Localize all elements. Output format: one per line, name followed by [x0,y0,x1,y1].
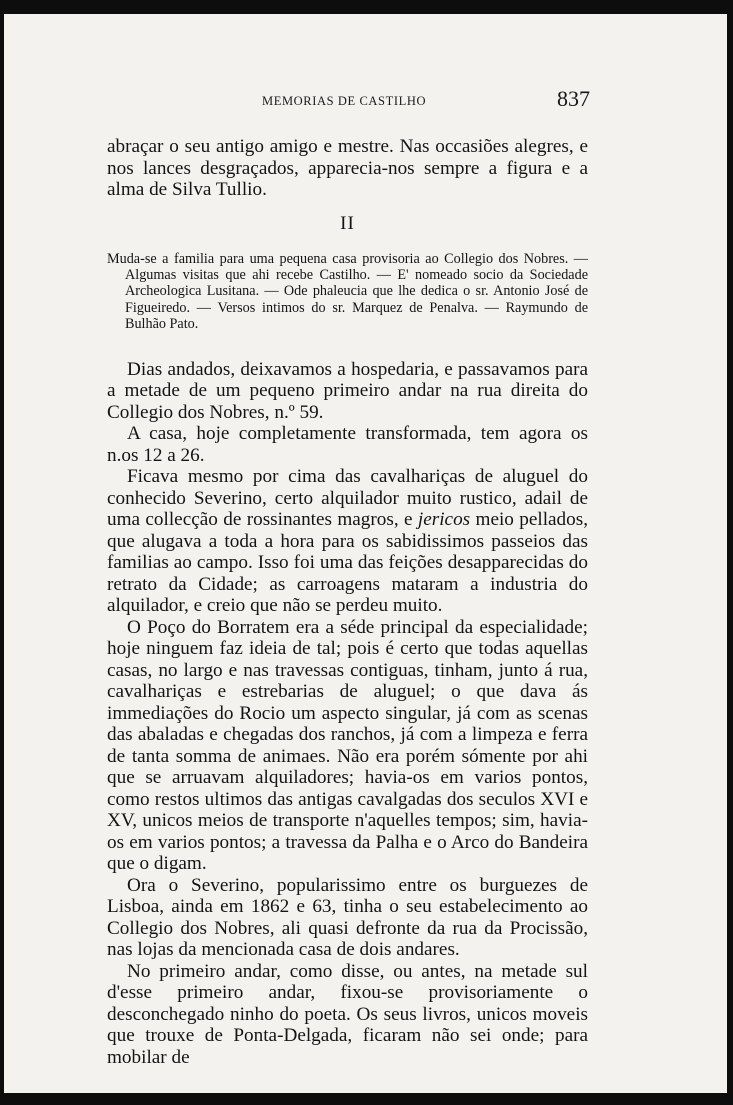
section-summary: Muda-se a familia para uma pequena casa provisoria ao Collegio dos Nobres. — Algumas visitas que ahi recebe Castilho. — E' nomeado socio da Sociedade Archeologica Lusitana. — Ode phaleucia que lhe dedica o sr. Antonio José de Figueiredo. — Versos intimos do sr. Marquez de Penalva. — Raymundo de Bulhão Pato. [107,250,588,333]
opening-paragraph: abraçar o seu antigo amigo e mestre. Nas occasiões alegres, e nos lances desgraçados, apparecia-nos sempre a figura e a alma de Silva Tullio. [107,136,588,200]
page-number: 837 [557,86,590,111]
paragraph-text: Ficava mesmo por cima das cavalhariças de aluguel do conhecido Severino, certo alquilador muito rustico, adail de uma collecção de rossinantes magros, e [107,466,588,531]
section-number: II [340,212,355,234]
paragraph: O Poço do Borratem era a séde principal da especialidade; hoje ninguem faz ideia de tal; pois é certo que todas aquellas casas, no largo e nas travessas contiguas, tinham, junto á rua, cavalhariças e estrebarias de aluguel; o que dava ás immediações do Rocio um aspecto singular, já com as scenas das abaladas e chegadas dos ranchos, já com a limpeza e ferra de tanta somma de animaes. Não era porém sómente por ahi que se arruavam alquiladores; havia-os em varios pontos, como restos ultimos das antigas cavalgadas dos seculos XVI e XV, unicos meios de transporte n'aquelles tempos; sim, havia-os em varios pontos; a travessa da Palha e o Arco do Bandeira que o digam. [107,616,588,875]
paragraph: Dias andados, deixavamos a hospedaria, e passavamos para a metade de um pequeno primeiro andar na rua direita do Collegio dos Nobres, n.º 59. [107,358,588,423]
italic-word: jericos [417,509,471,531]
paragraph: A casa, hoje completamente transformada, tem agora os n.os 12 a 26. [107,423,588,466]
page-body [107,136,588,1068]
running-header [102,88,590,118]
running-title: MEMORIAS DE CASTILHO [262,94,427,108]
paragraph-text: meio pellados, que alugava a toda a hora para os sabidissimos passeios das familias ao campo. Isso foi uma das feições desapparecidas do retrato da Cidade; as carroagens mataram a industria do alquilador, e creio que não se perdeu muito. [107,509,588,617]
paragraph: No primeiro andar, como disse, ou antes, na metade sul d'esse primeiro andar, fixou-se provisoriamente o desconchegado ninho do poeta. Os seus livros, unicos moveis que trouxe de Ponta-Delgada, ficaram não sei onde; para mobilar de [107,960,588,1068]
paragraph [107,466,588,617]
paragraph: Ora o Severino, popularissimo entre os burguezes de Lisboa, ainda em 1862 e 63, tinha o seu estabelecimento ao Collegio dos Nobres, ali quasi defronte da rua da Procissão, nas lojas da mencionada casa de dois andares. [107,874,588,961]
